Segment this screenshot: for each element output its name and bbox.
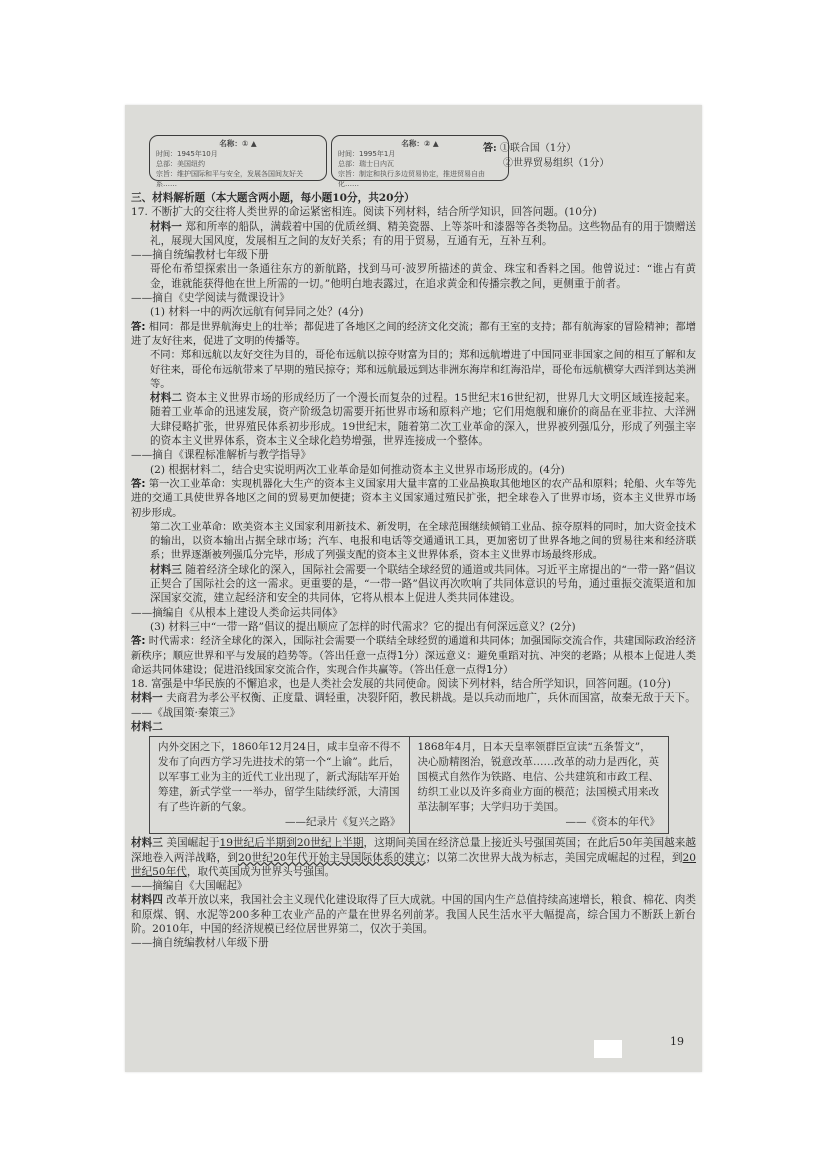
top-answer	[483, 141, 609, 171]
q18-m2-right: 1868年4月，日本天皇率领群臣宣读“五条誓文”，决心励精图治，锐意改革……改革的动力是西化，英国模式自然作为铁路、电信、公共建筑和市政工程、纺织工业以及许多商业方面的模范；法国模式用来改革法制军事；大学归功于美国。	[417, 741, 659, 814]
material-label: 材料二	[131, 720, 163, 733]
q17-a2-p2: 第二次工业革命：欧美资本主义国家利用新技术、新发明，在全球范围继续倾销工业品、掠夺原料的同时，加大资金技术的输出，以资本输出占据全球市场；汽车、电报和电话等交通通讯工具，更加密切了世界各地之间的贸易往来和经济联系；世界逐渐被列强瓜分完毕，形成了列强支配的资本主义世界体系，资本主义世界市场最终形成。	[150, 520, 696, 562]
source: ——《资本的年代》	[565, 816, 660, 829]
card-line: 总部：瑞士日内瓦	[338, 160, 394, 168]
answer-label: 答:	[483, 143, 497, 154]
q18-m3-a: 美国崛起于	[166, 837, 220, 850]
q17-a1-diff: 不同：郑和远航以友好交往为目的，哥伦布远航以掠夺财富为目的；郑和远航增进了中国同亚非国家之间的相互了解和友好往来，哥伦布远航带来了早期的殖民掠夺；郑和远航最远到达非洲东海岸和红海沿岸，哥伦布远航横穿大西洋到达美洲等。	[150, 349, 696, 390]
q17-a3: 时代需求：经济全球化的深入，国际社会需要一个联结全球经贸的通道和共同体；加强国际交流合作，共建国际政治经济新秩序；顺应世界和平与发展的趋势等。（答出任意一点得1分）深远意义：避免重蹈对抗、冲突的老路；从根本上促进人类命运共同体建设；促进沿线国家交流合作，实现合作共赢等。（答出任意一点得1分）	[131, 635, 697, 676]
card-line: 总部：美国纽约	[156, 160, 205, 168]
q18-m3-e: ；以第二次世界大战为标志，美国完成崛起的过程，到	[425, 851, 683, 864]
card-line: 时间：1995年1月	[338, 150, 396, 158]
answer-1: ①联合国（1分）	[499, 143, 577, 154]
page-number: 19	[670, 1035, 684, 1048]
page-content	[131, 111, 697, 950]
q17-a1-same: 相同：都是世界航海史上的壮举；都促进了各地区之间的经济文化交流；都有王室的支持；都有航海家的冒险精神；都增进了友好往来，促进了文明的传播等。	[131, 320, 697, 347]
question-body	[131, 191, 696, 951]
card-title: 名称：① ▲	[219, 139, 257, 148]
card-line: 宗旨：维护国际和平与安全，发展各国间友好关系……	[156, 170, 303, 188]
q18-material1: 夫商君为孝公平权衡、正度量、调轻重，决裂阡陌，教民耕战。是以兵动而地广，兵休而国富，故秦无敌于天下。	[166, 692, 696, 705]
answer-label: 答:	[131, 635, 146, 648]
q17-material1-p2: 哥伦布希望探索出一条通往东方的新航路，找到马可·波罗所描述的黄金、珠宝和香料之国。他曾说过：“谁占有黄金，谁就能获得他在世上所需的一切。”他明白地表露过，在追求黄金和传播宗教之间，更侧重于前者。	[150, 263, 696, 290]
source: ——摘自《课程标准解析与教学指导》	[131, 449, 312, 462]
q18-m3-underline2: 20世纪50年代	[131, 851, 697, 878]
material-label: 材料一	[131, 692, 163, 705]
material2-table	[149, 736, 669, 834]
answer-label: 答:	[131, 320, 146, 333]
q17-stem: 17. 不断扩大的交往将人类世界的命运紧密相连。阅读下列材料，结合所学知识，回答问题。(10分)	[131, 206, 597, 219]
card-line: 宗旨：制定和执行多边贸易协定，推进贸易自由化……	[338, 170, 485, 188]
card-un	[149, 135, 327, 188]
source: ——《战国策·秦策三》	[131, 706, 241, 719]
answer-label: 答:	[131, 477, 146, 490]
material-label: 材料三	[131, 837, 163, 850]
q18-m3-c: ，这期间美国在经济总量上接近头号强国英国；在此后50年美国越来越深地卷入两洋战略，到	[131, 837, 697, 864]
material-label: 材料二	[150, 392, 183, 405]
q18-m3-wavy: 20世纪20年代开始主导国际体系的建立	[238, 851, 426, 864]
q17-a2-p1: 第一次工业革命：实现机器化大生产的资本主义国家用大量丰富的工业品换取其他地区的农产品和原料；轮船、火车等先进的交通工具使世界各地区之间的贸易更加便捷；资本主义国家通过殖民扩张，把全球卷入了世界市场，资本主义世界市场初步形成。	[131, 477, 697, 519]
q18-m2-left: 内外交困之下，1860年12月24日，咸丰皇帝不得不发布了向西方学习先进技术的第一个“上谕”。此后，以军事工业为主的近代工业出现了，新式海陆军开始筹建，新式学堂一一举办，留学生陆续纾派，大清国有了些许新的气象。	[158, 741, 401, 814]
blank-patch	[594, 1040, 622, 1058]
q18-m3-underline1: 19世纪后半期到20世纪上半期	[219, 837, 364, 850]
card-line: 时间：1945年10月	[156, 150, 218, 158]
material-label: 材料一	[150, 220, 182, 233]
source: ——摘自《史学阅读与微课设计》	[131, 292, 290, 305]
q18-material4: 改革开放以来，我国社会主义现代化建设取得了巨大成就。中国的国内生产总值持续高速增长，粮食、棉花、肉类和原煤、钢、水泥等200多种工农业产品的产量在世界名列前茅。我国人民生活水平大幅提高，综合国力不断跃上新台阶。2010年，中国的经济规模已经位居世界第二，仅次于美国。	[131, 894, 696, 936]
q17-material1-p1: 郑和所率的船队，满载着中国的优质丝绸、精美瓷器、上等茶叶和漆器等各类物品。这些物品有的用于馈赠送礼，展现大国风度，发展相互之间的友好关系；有的用于贸易，互通有无，互补互利。	[150, 220, 696, 247]
source: ——摘自统编教材八年级下册	[131, 937, 269, 950]
source: ——摘编自《大国崛起》	[131, 880, 248, 893]
q17-q1: (1) 材料一中的两次远航有何异同之处？(4分)	[150, 306, 364, 319]
table-cell-left	[150, 737, 409, 833]
q18-stem: 18. 富强是中华民族的不懈追求，也是人类社会发展的共同使命。阅读下列材料，结合所学知识，回答问题。(10分)	[131, 678, 671, 691]
q17-material2: 资本主义世界市场的形成经历了一个漫长而复杂的过程。15世纪末16世纪初，世界几大文明区域连接起来。随着工业革命的迅速发展，资产阶级急切需要开拓世界市场和原料产地；它们用炮舰和廉价的商品在亚非拉、大洋洲大肆侵略扩张，世界殖民体系初步形成。19世纪末，随着第二次工业革命的深入，世界被列强瓜分，形成了列强主宰的资本主义世界体系，资本主义全球化趋势增强，世界连接成一个整体。	[150, 392, 696, 448]
table-cell-right	[409, 737, 669, 833]
q17-q2: (2) 根据材料二，结合史实说明两次工业革命是如何推动资本主义世界市场形成的。(4分)	[150, 463, 565, 476]
card-title: 名称：② ▲	[401, 139, 439, 148]
q17-material3: 随着经济全球化的深入，国际社会需要一个联结全球经贸的通道或共同体。习近平主席提出的“一带一路”倡议正契合了国际社会的这一需求。更重要的是，“一带一路”倡议再次吹响了共同体意识的号角，通过重振交流渠道和加深国家交流，建立起经济和安全的共同体，它将从根本上促进人类共同体建设。	[150, 563, 697, 605]
organization-cards	[143, 111, 696, 188]
source: ——纪录片《复兴之路》	[285, 816, 401, 829]
source: ——摘编自《从根本上建设人类命运共同体》	[131, 606, 343, 619]
q17-q3: (3) 材料三中“一带一路”倡议的提出顺应了怎样的时代需求？它的提出有何深远意义？(2分)	[150, 620, 576, 633]
q18-m3-g: ，取代英国成为世界头号强国。	[186, 865, 336, 878]
section-heading: 三、材料解析题（本大题含两小题，每小题10分，共20分）	[131, 192, 415, 204]
material-label: 材料四	[131, 894, 163, 907]
answer-2: ②世界贸易组织（1分）	[503, 158, 610, 169]
source: ——摘自统编教材七年级下册	[131, 249, 269, 262]
material-label: 材料三	[150, 563, 182, 576]
exam-page	[125, 105, 702, 1072]
